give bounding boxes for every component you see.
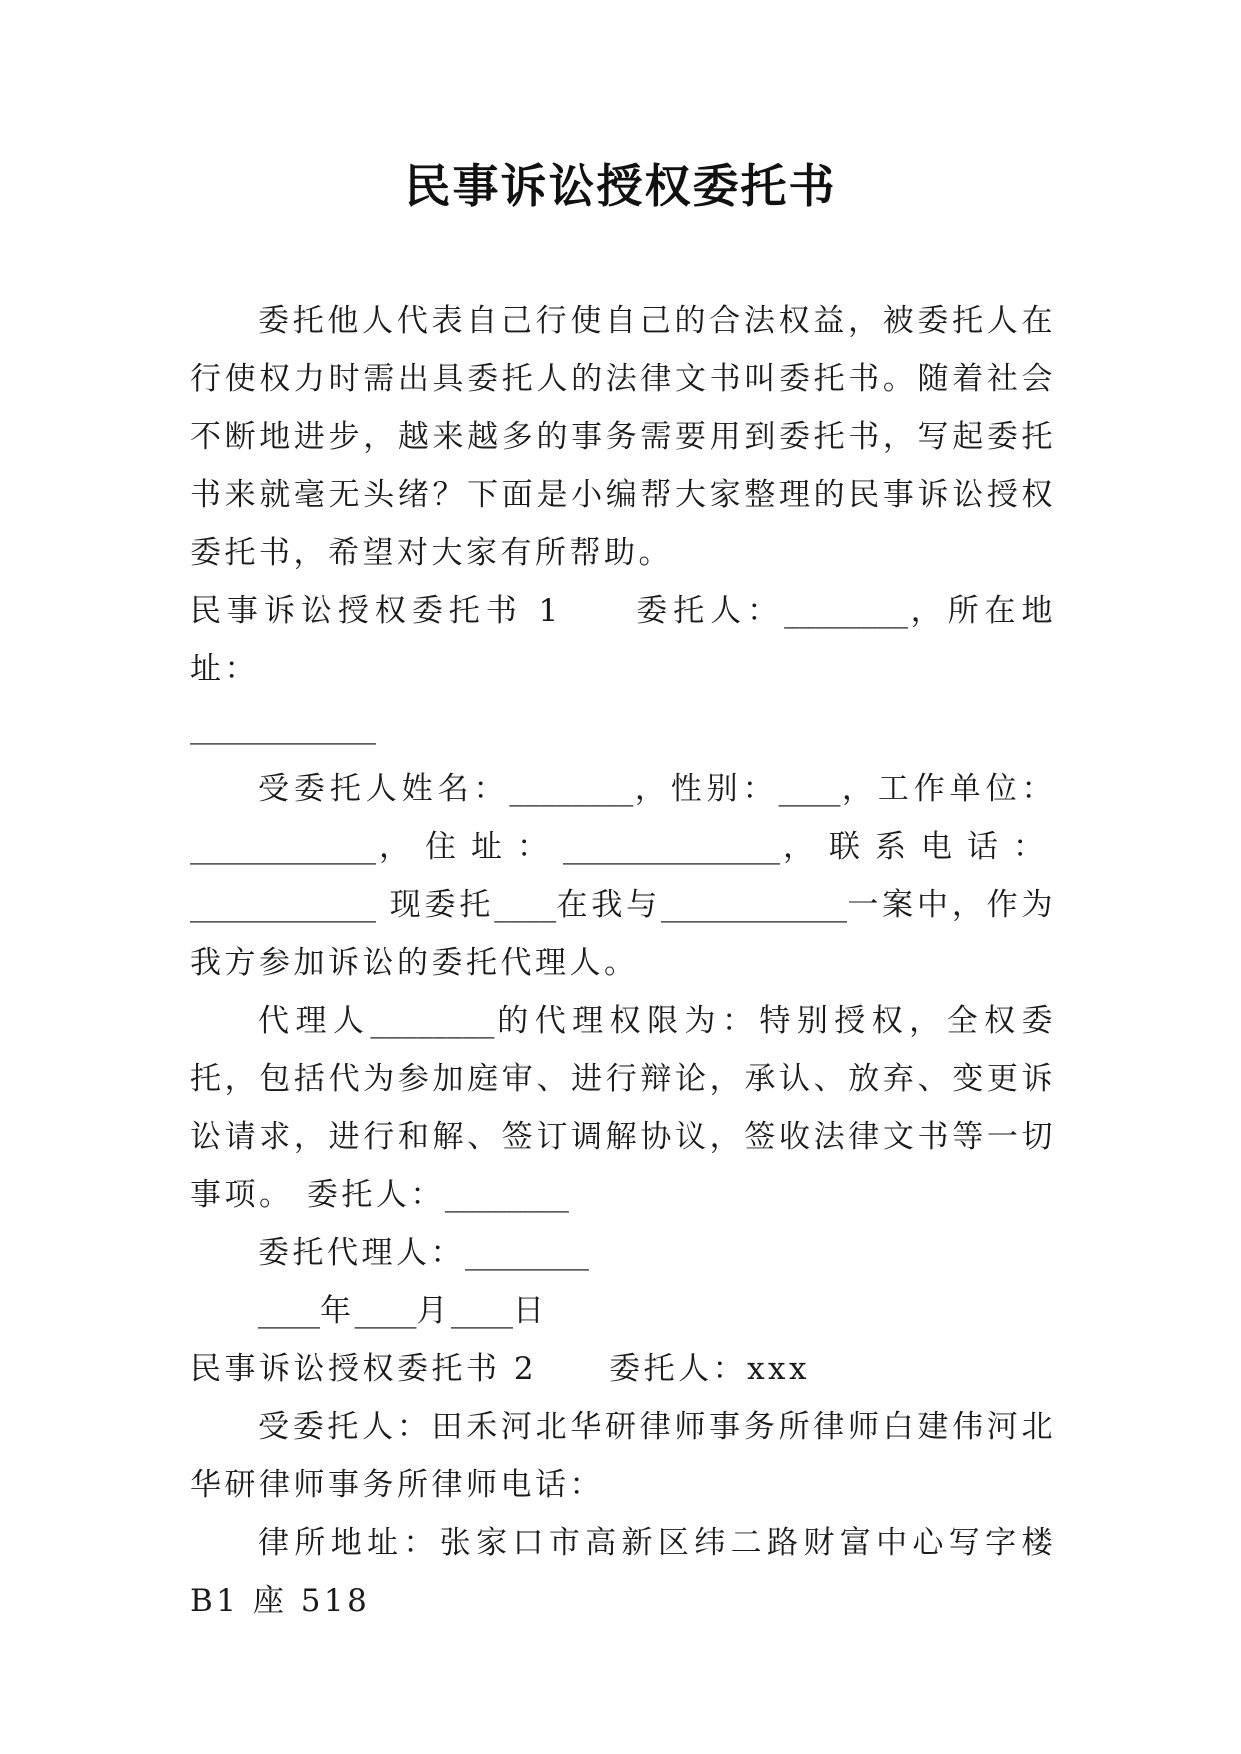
agent-name-label: 受委托人姓名： <box>258 771 510 807</box>
power-text: 的代理权限为：特别授权，全权委托，包括代为参加庭审、进行辩论，承认、放弃、变更诉讼请求，进行和解、签订调解协议，签收法律文书等一切事项。 委托人： <box>190 1003 1057 1213</box>
phone-blank: ____________ <box>190 887 376 923</box>
agent-info-paragraph <box>190 760 1056 992</box>
phone-label: ，联系电话： <box>780 829 1056 865</box>
year-blank: ____ <box>258 1293 320 1329</box>
address-label: ，所在地址： <box>190 593 1057 687</box>
gender-label: ，性别： <box>633 771 779 807</box>
work-unit-blank: ____________ <box>190 829 376 865</box>
opponent-blank: ____________ <box>661 887 848 923</box>
agent-sign-blank: ________ <box>465 1235 589 1271</box>
agent-name-blank: ________ <box>509 771 634 807</box>
doc2-client: 委托人：xxx <box>609 1351 811 1387</box>
doc2-address-paragraph: 律所地址：张家口市高新区纬二路财富中心写字楼 B1 座 518 <box>190 1525 1056 1619</box>
now-entrust-text: 现委托 <box>389 887 495 923</box>
year-label: 年 <box>320 1293 355 1329</box>
intro-paragraph: 委托他人代表自己行使自己的合法权益，被委托人在行使权力时需出具委托人的法律文书叫委托书。随着社会不断地进步，越来越多的事务需要用到委托书，写起委托书来就毫无头绪？下面是小编帮大家整理的民事诉讼授权委托书，希望对大家有所帮助。 <box>190 303 1056 571</box>
work-unit-label: ，工作单位： <box>840 771 1057 807</box>
doc1-heading-line <box>190 582 1056 698</box>
doc1-heading: 民事诉讼授权委托书 1 <box>190 593 562 629</box>
client-label: 委托人： <box>633 593 785 629</box>
day-blank: ____ <box>451 1293 513 1329</box>
month-label: 月 <box>416 1293 451 1329</box>
residence-label: ，住址： <box>376 829 563 865</box>
day-label: 日 <box>513 1293 548 1329</box>
document-title: 民事诉讼授权委托书 <box>404 159 837 213</box>
doc2-heading: 民事诉讼授权委托书 2 <box>190 1351 538 1387</box>
date-line <box>190 1282 1056 1340</box>
client-blank: ________ <box>784 593 909 629</box>
agent-sign-label: 委托代理人： <box>258 1235 465 1271</box>
authority-paragraph <box>190 992 1056 1224</box>
agent-sign-line <box>190 1224 1056 1282</box>
doc2-agent-paragraph: 受委托人：田禾河北华研律师事务所律师白建伟河北华研律师事务所律师电话： <box>190 1409 1056 1503</box>
address-blank: ____________ <box>190 709 376 745</box>
residence-blank: ______________ <box>563 829 780 865</box>
client-sign-blank: ________ <box>444 1177 569 1213</box>
entrustee-blank: ____ <box>494 887 557 923</box>
case-text: 一案中，作为我方参加诉讼的委托代理人。 <box>190 887 1057 981</box>
document-body <box>190 292 1056 1630</box>
doc2-heading-line <box>190 1340 1056 1398</box>
in-me-and-text: 在我与 <box>556 887 662 923</box>
address-blank-line <box>190 698 1056 760</box>
power-prefix: 代理人 <box>258 1003 371 1039</box>
month-blank: ____ <box>354 1293 417 1329</box>
agent-blank: ________ <box>370 1003 495 1039</box>
gender-blank: ____ <box>778 771 841 807</box>
